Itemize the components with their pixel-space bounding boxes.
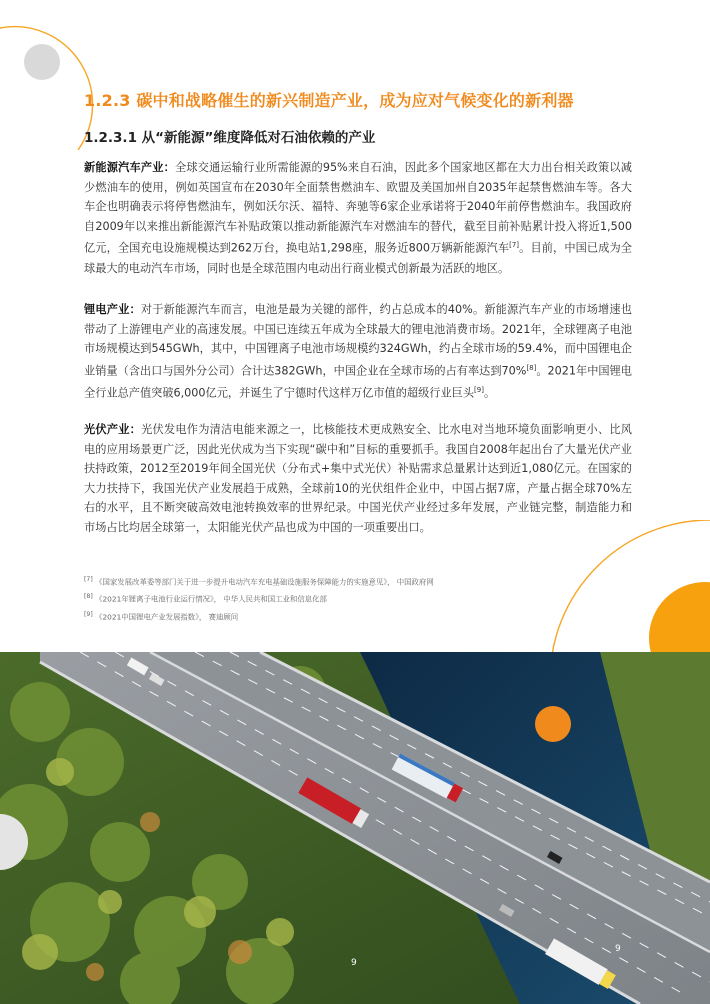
paragraph-text: 光伏发电作为清洁电能来源之一，比核能技术更成熟安全、比水电对当地环境负面影响更小、比风电的应用场景更广泛，因此光伏成为当下实现“碳中和”目标的重要抓手。我国自2008年起出台了大量光伏产业扶持政策，2012至2019年间全国光伏（分布式+集中式光伏）补贴需求总量累计达到近1,080亿元。在国家的大力扶持下，我国光伏产业发展趋于成熟，全球前10的光伏组件企业中，中国占据7席，产量占据全球70%左右的水平，且不断突破高效电池转换效率的世界纪录。中国光伏产业经过多年发展，产业链完整，制造能力和市场占比均居全球第一，太阳能光伏产品也成为中国的一项重要出口。 — [84, 423, 632, 534]
section-title: 1.2.3 碳中和战略催生的新兴制造产业，成为应对气候变化的新利器 — [84, 91, 574, 110]
paragraph-label: 新能源汽车产业： — [84, 161, 175, 174]
page-number: 9 — [351, 958, 357, 968]
paragraph-label: 锂电产业： — [84, 303, 141, 316]
footnote-ref: [8] — [526, 363, 537, 372]
paragraph-text: 全球交通运输行业所需能源的95%来自石油，因此多个国家地区都在大力出台相关政策以减少燃油车的使用，例如英国宣布在2030年全面禁售燃油车、欧盟及美国加州自2035年起禁售燃油车等。各大车企也明确表示将停售燃油车，例如沃尔沃、福特、奔驰等6家企业承诺将于2040年前停售燃油车。我国政府自2009年以来推出新能源汽车补贴政策以推动新能源汽车对燃油车的替代，截至目前补贴累计投入将近1,500亿元，全国充电设施规模达到262万台，换电站1,298座，服务近800万辆新能源汽车 — [84, 161, 632, 256]
footnote: [7] 《国家发展改革委等部门关于进一步提升电动汽车充电基础设施服务保障能力的实施意见》， 中国政府网 — [84, 576, 434, 587]
page-number-secondary: 9 — [615, 944, 621, 954]
paragraph-pv — [84, 420, 632, 538]
footnote-ref: [9] — [474, 386, 484, 395]
paragraph-label: 光伏产业： — [84, 423, 142, 436]
footnote: [9] 《2021中国锂电产业发展指数》， 赛迪顾问 — [84, 610, 239, 622]
paragraph-battery — [84, 300, 632, 403]
footnote: [8] 《2021年锂离子电池行业运行情况》， 中华人民共和国工业和信息化部 — [84, 593, 327, 604]
paragraph-text: 。目前，中国已成为全球最大的电动汽车市场，同时也是全球范围内电动出行商业模式创新最为活跃的地区。 — [84, 242, 632, 275]
paragraph-text: 。2021年中国锂电全行业总产值突破6,000亿元，并诞生了宁德时代这样万亿市值的超级行业巨头 — [84, 364, 632, 400]
footnote-ref: [7] — [509, 241, 520, 250]
paragraph-text: 对于新能源汽车而言，电池是最为关键的部件，约占总成本的40%。新能源汽车产业的市场增速也带动了上游锂电产业的高速发展。中国已连续五年成为全球最大的锂电池消费市场。2021年，全球锂离子电池市场规模达到545GWh，其中，中国锂离子电池市场规模约324GWh，约占全球市场的59.4%，而中国锂电企业销量（含出口与国外分公司）合计达382GWh，中国企业在全球市场的占有率达到70% — [84, 303, 632, 378]
highway-photo — [0, 652, 710, 1004]
paragraph-nev — [84, 158, 632, 278]
paragraph-text: 。 — [483, 386, 496, 400]
sub-section-title: 1.2.3.1 从“新能源”维度降低对石油依赖的产业 — [84, 130, 376, 146]
footnotes — [84, 572, 604, 624]
